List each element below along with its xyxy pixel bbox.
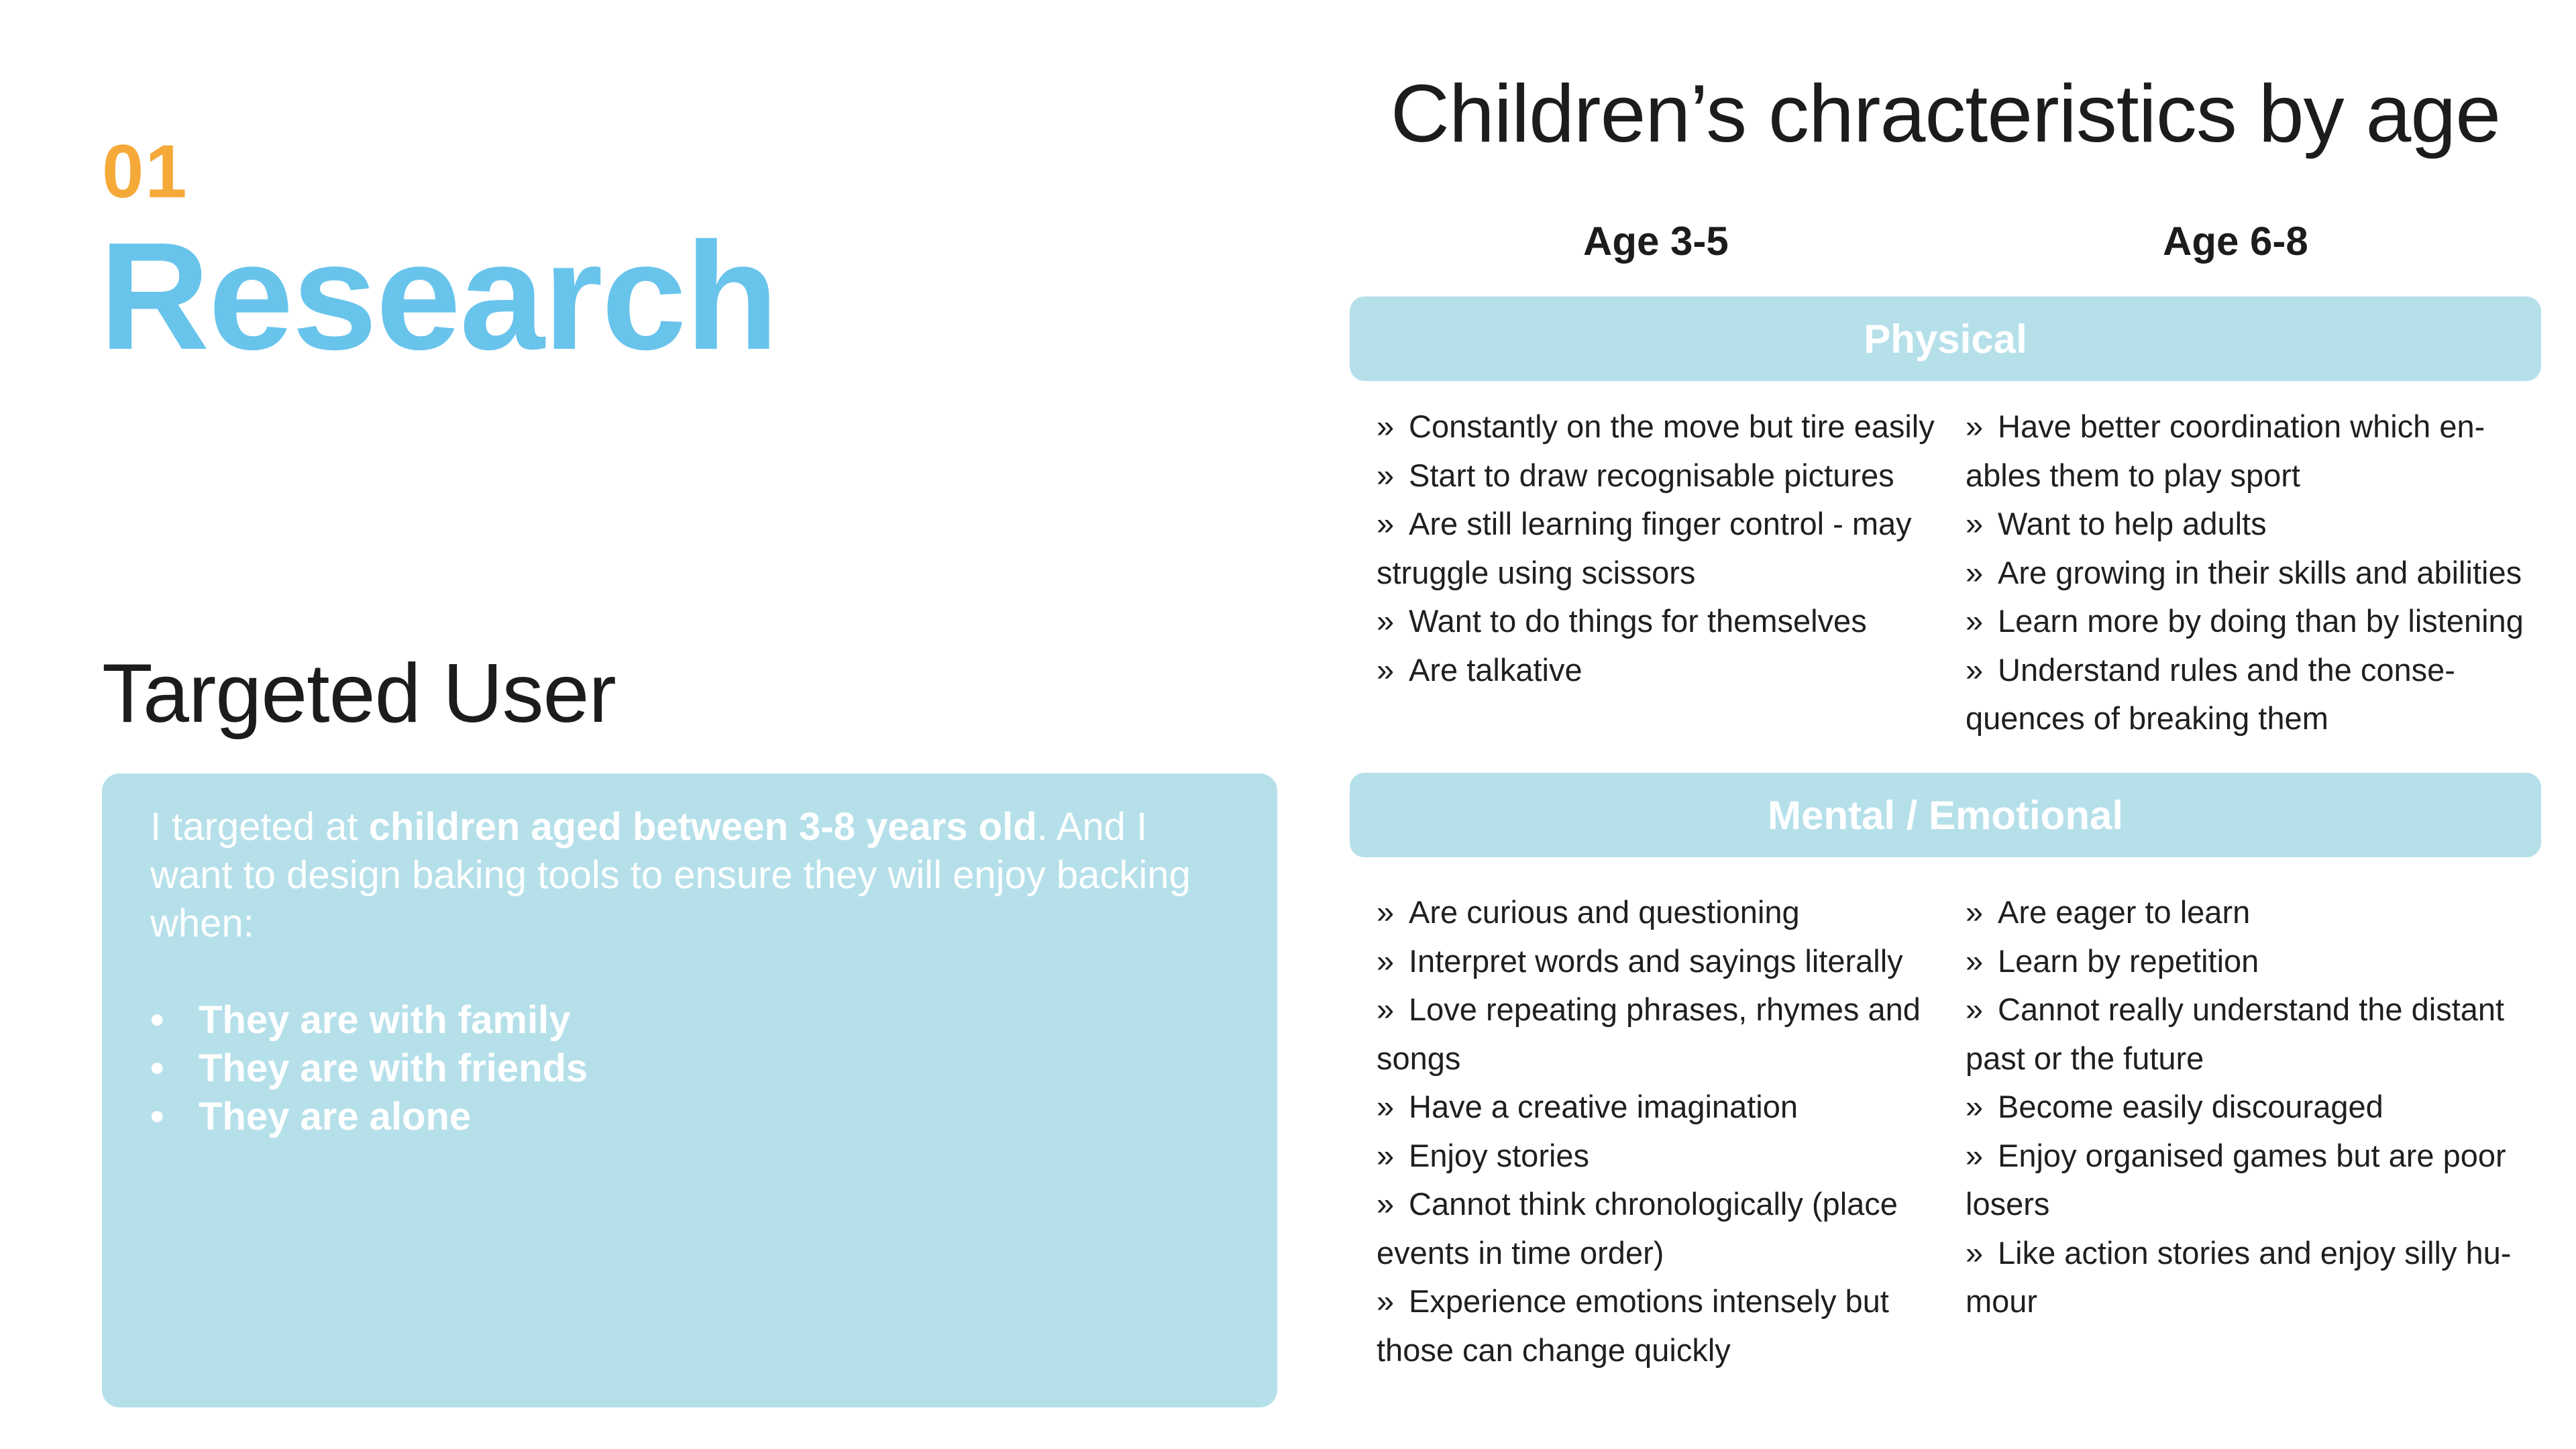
targeted-user-box [102,773,1277,1407]
physical-banner: Physical [1350,297,2541,381]
list-item-label: Cannot think chronologically (place events in time order) [1377,1186,1898,1271]
chevron-icon: » [1377,991,1395,1027]
list-item-label: Want to help adults [1998,506,2267,541]
list-item-label: Are curious and questioning [1409,894,1800,930]
age-header-6-8: Age 6-8 [2163,219,2308,264]
physical-traits-age-6-8 [1966,402,2556,743]
bullet-icon: • [150,1046,164,1090]
mental-traits-age-3-5 [1377,888,1967,1375]
chevron-icon: » [1377,506,1395,541]
targeted-user-intro [150,803,1229,948]
chevron-icon: » [1966,603,1984,639]
list-item-label: Learn more by doing than by listening [1998,603,2524,639]
list-item [1966,597,2556,646]
chevron-icon: » [1966,506,1984,541]
list-item [1966,646,2556,743]
list-item [1377,597,1967,646]
list-item-label: Love repeating phrases, rhymes and songs [1377,991,1921,1076]
list-item [150,1093,1229,1141]
mental-emotional-banner: Mental / Emotional [1350,773,2541,857]
list-item-label: Start to draw recognisable pictures [1409,457,1894,493]
bullet-icon: • [150,998,164,1042]
list-item-label: Experience emotions intensely but those can change quickly [1377,1283,1889,1368]
list-item [1966,985,2556,1083]
list-item-label: They are with family [199,998,571,1042]
chevron-icon: » [1377,943,1395,979]
targeted-user-heading: Targeted User [102,647,616,740]
list-item [1966,1229,2556,1326]
intro-suffix: . And I want to design baking tools to ensure they will enjoy backing when: [150,805,1191,945]
chevron-icon: » [1377,409,1395,444]
mental-traits-age-6-8 [1966,888,2556,1326]
list-item [1377,451,1967,500]
list-item-label: Are growing in their skills and abilities [1998,554,2522,590]
list-item-label: Like action stories and enjoy silly hu-mour [1966,1234,2512,1319]
chevron-icon: » [1966,943,1984,979]
chevron-icon: » [1377,1283,1395,1319]
list-item [150,1044,1229,1093]
list-item [1377,500,1967,597]
list-item-label: Enjoy organised games but are poor losers [1966,1137,2506,1222]
section-title: Research [99,211,777,382]
list-item-label: Understand rules and the conse-quences of breaking them [1966,651,2455,736]
list-item [1966,888,2556,937]
chevron-icon: » [1966,1089,1984,1124]
chevron-icon: » [1377,603,1395,639]
list-item-label: Cannot really understand the distant past or the future [1966,991,2505,1076]
bullet-icon: • [150,1095,164,1138]
chevron-icon: » [1966,651,1984,688]
list-item-label: Have a creative imagination [1409,1089,1798,1124]
list-item [1966,1132,2556,1229]
chevron-icon: » [1377,651,1395,688]
chevron-icon: » [1966,894,1984,930]
chevron-icon: » [1377,1089,1395,1124]
list-item [1377,937,1967,986]
list-item-label: Are still learning finger control - may struggle using scissors [1377,506,1912,590]
list-item [1377,1083,1967,1132]
list-item-label: Interpret words and sayings literally [1409,943,1903,979]
physical-traits-age-3-5 [1377,402,1967,694]
list-item [1377,888,1967,937]
age-header-3-5: Age 3-5 [1583,219,1729,264]
chevron-icon: » [1377,894,1395,930]
list-item [1377,1132,1967,1181]
intro-prefix: I targeted at [150,805,369,849]
list-item [1966,937,2556,986]
targeted-user-list [150,996,1229,1141]
list-item-label: They are alone [199,1095,472,1138]
list-item [1966,1083,2556,1132]
list-item [1966,402,2556,500]
list-item-label: Are eager to learn [1998,894,2251,930]
chevron-icon: » [1966,991,1984,1027]
chevron-icon: » [1966,554,1984,590]
intro-highlight: children aged between 3-8 years old [368,805,1037,849]
chevron-icon: » [1966,409,1984,444]
list-item [1377,985,1967,1083]
chevron-icon: » [1377,457,1395,493]
chevron-icon: » [1966,1137,1984,1173]
chevron-icon: » [1966,1234,1984,1271]
list-item-label: Want to do things for themselves [1409,603,1867,639]
list-item [1377,402,1967,451]
list-item-label: Constantly on the move but tire easily [1409,409,1935,444]
list-item [1966,500,2556,549]
list-item-label: Are talkative [1409,651,1582,688]
characteristics-title: Children’s chracteristics by age [1390,68,2501,159]
list-item-label: Become easily discouraged [1998,1089,2383,1124]
list-item-label: Learn by repetition [1998,943,2259,979]
list-item [1377,1277,1967,1375]
chevron-icon: » [1377,1137,1395,1173]
chevron-icon: » [1377,1186,1395,1222]
list-item [150,996,1229,1044]
list-item-label: Have better coordination which en-ables them to play sport [1966,409,2485,493]
list-item [1377,1180,1967,1277]
section-number: 01 [102,129,189,213]
list-item [1377,646,1967,695]
list-item [1966,549,2556,598]
list-item-label: They are with friends [199,1046,588,1090]
list-item-label: Enjoy stories [1409,1137,1590,1173]
